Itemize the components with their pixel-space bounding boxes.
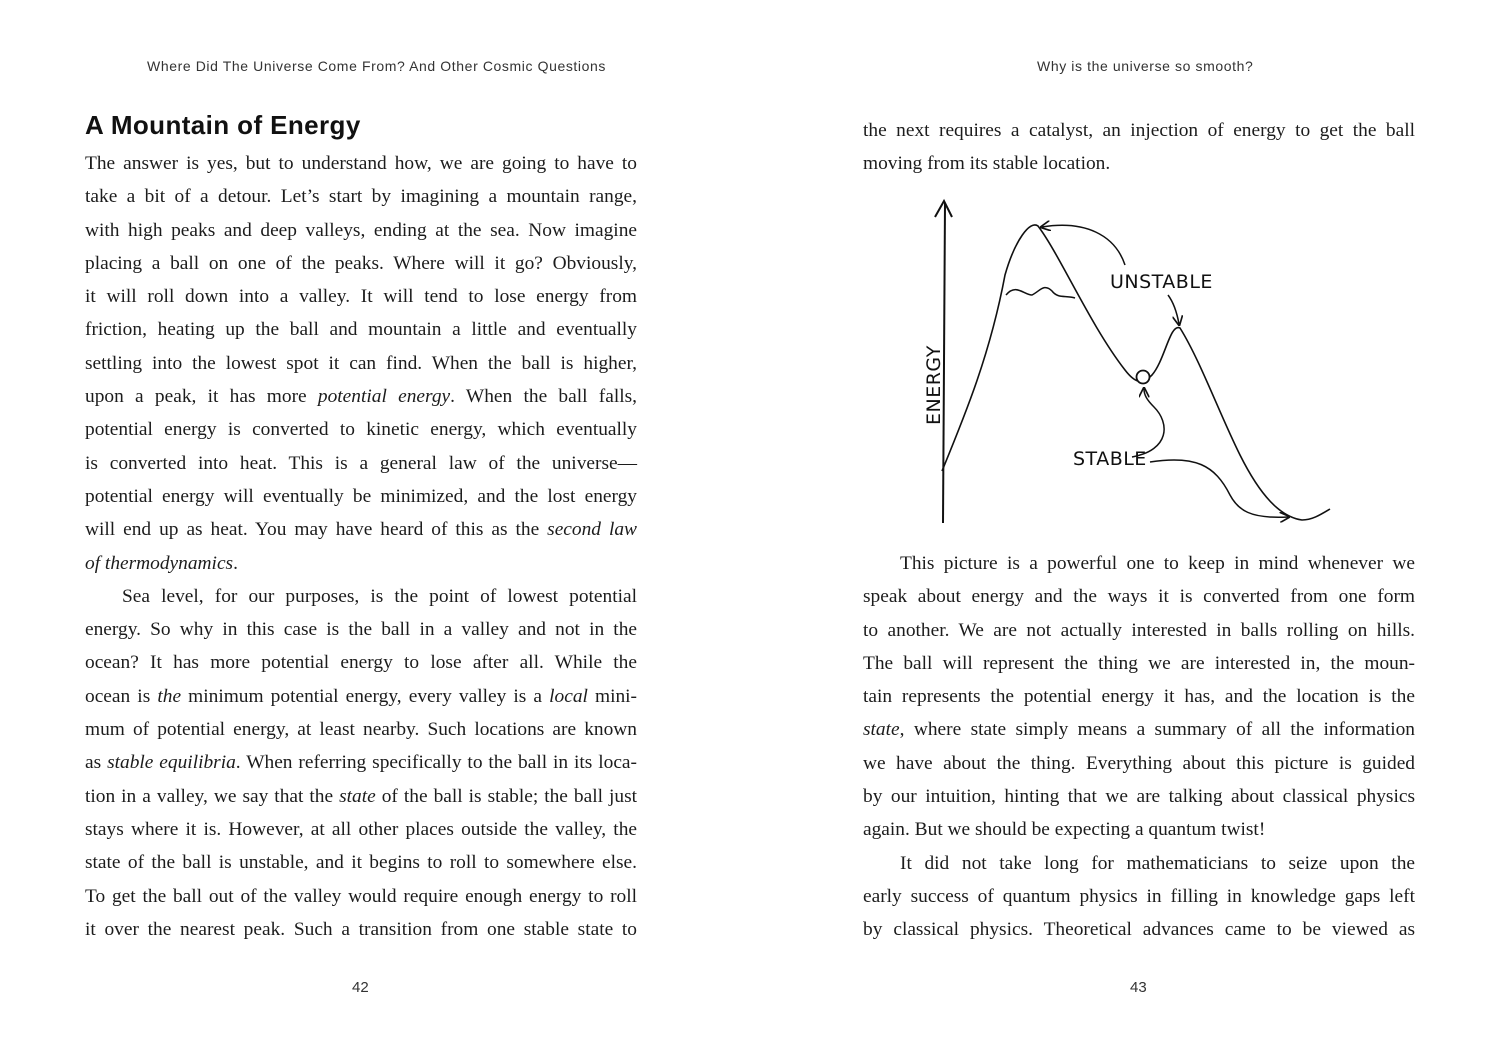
text-line — [85, 347, 637, 380]
energy-axis-label: ENERGY — [923, 345, 945, 425]
text-run: speak about energy and the ways it is converted from one form — [863, 586, 1415, 608]
text-run: we have about the thing. Everything about this picture is guided — [863, 752, 1415, 774]
text-run: minimum potential energy, every valley is a — [181, 685, 550, 707]
text-run: tain represents the potential energy it has, and the location is the — [863, 686, 1415, 708]
text-run: . When referring specifically to the ball in its loca- — [235, 752, 637, 774]
text-line — [863, 147, 1415, 180]
text-run: with high peaks and deep valleys, ending at the sea. Now imagine — [85, 219, 637, 241]
text-run: by our intuition, hinting that we are talking about classical physics — [863, 786, 1415, 808]
text-line — [85, 280, 637, 313]
text-line — [863, 680, 1415, 713]
text-line — [85, 646, 637, 679]
text-run: To get the ball out of the valley would require enough energy to roll — [85, 885, 637, 907]
text-run: upon a peak, it has more — [85, 386, 318, 408]
text-run: placing a ball on one of the peaks. Where will it go? Obviously, — [85, 252, 637, 274]
italic-phrase: the — [157, 685, 182, 707]
summit-ripple — [1006, 288, 1075, 298]
text-line — [85, 480, 637, 513]
text-run: The answer is yes, but to understand how, we are going to have to — [85, 153, 637, 174]
text-run: of the ball is stable; the ball just — [375, 785, 638, 807]
unstable-arrow-to-second-peak — [1168, 295, 1179, 324]
italic-phrase: state — [339, 785, 376, 807]
text-run: potential energy will eventually be minimized, and the lost energy — [85, 485, 637, 507]
text-run: early success of quantum physics in filling in knowledge gaps left — [863, 885, 1415, 907]
right-page — [750, 0, 1500, 1050]
page-number-left: 42 — [352, 979, 369, 996]
text-run: The ball will represent the thing we are interested in, the moun- — [863, 652, 1415, 674]
text-run: Sea level, for our purposes, is the point of lowest potential — [122, 585, 637, 607]
text-run: moving from its stable location. — [863, 153, 1111, 175]
text-line — [85, 380, 637, 413]
energy-axis-arrowhead — [935, 201, 952, 217]
unstable-label: UNSTABLE — [1110, 271, 1213, 293]
text-run: state of the ball is unstable, and it begins to roll to somewhere else. — [85, 852, 637, 874]
body-text-right-top — [863, 114, 1415, 181]
text-run: to another. We are not actually interested in balls rolling on hills. — [863, 619, 1415, 641]
page-number-right: 43 — [1130, 979, 1147, 996]
italic-phrase: of thermodynamics — [85, 552, 234, 574]
text-line — [863, 114, 1415, 147]
energy-landscape-figure — [920, 195, 1360, 535]
text-line — [85, 880, 637, 913]
text-line — [863, 647, 1415, 680]
text-line — [85, 180, 637, 213]
text-line — [863, 880, 1415, 913]
stable-arrow-to-ball — [1132, 389, 1164, 457]
text-line — [863, 747, 1415, 780]
text-line — [863, 780, 1415, 813]
italic-phrase: second law — [547, 519, 637, 541]
body-text-right-bottom — [863, 547, 1415, 947]
text-line — [85, 780, 637, 813]
text-run: . — [233, 552, 238, 574]
text-line — [85, 580, 637, 613]
text-line — [85, 147, 637, 180]
text-run: it over the nearest peak. Such a transition from one stable state to — [85, 918, 637, 940]
text-run: as — [85, 752, 108, 774]
text-line — [863, 913, 1415, 946]
text-run: stays where it is. However, at all other places outside the valley, the — [85, 818, 637, 840]
text-run: friction, heating up the ball and mountain a little and eventually — [85, 319, 637, 341]
text-line — [863, 713, 1415, 746]
text-line — [863, 614, 1415, 647]
text-run: energy. So why in this case is the ball in a valley and not in the — [85, 619, 637, 641]
italic-phrase: local — [549, 685, 588, 707]
unstable-arrow-to-summit — [1042, 225, 1125, 265]
text-line — [863, 580, 1415, 613]
text-run: will end up as heat. You may have heard of this as the — [85, 519, 548, 541]
text-line — [85, 613, 637, 646]
text-run: it will roll down into a valley. It will tend to lose energy from — [85, 286, 637, 308]
text-run: This picture is a powerful one to keep in mind whenever we — [900, 553, 1415, 574]
energy-curve — [942, 225, 1330, 520]
text-run: settling into the lowest spot it can find. When the ball is higher, — [85, 352, 637, 374]
running-head-left: Where Did The Universe Come From? And Other Cosmic Questions — [147, 58, 607, 74]
text-run: , where state simply means a summary of all the information — [899, 719, 1415, 741]
text-run: potential energy is converted to kinetic energy, which eventually — [85, 419, 637, 441]
text-line — [863, 813, 1415, 846]
text-line — [85, 313, 637, 346]
italic-phrase: stable equilibria — [107, 752, 236, 774]
text-line — [85, 846, 637, 879]
running-head-right: Why is the universe so smooth? — [1037, 58, 1254, 74]
text-run: tion in a valley, we say that the — [85, 785, 340, 807]
text-line — [85, 680, 637, 713]
text-line — [85, 547, 637, 580]
text-run: ocean is — [85, 685, 158, 707]
text-run: . When the ball falls, — [450, 386, 638, 408]
section-title: A Mountain of Energy — [85, 110, 361, 140]
text-line — [85, 214, 637, 247]
text-line — [85, 447, 637, 480]
text-line — [85, 713, 637, 746]
text-line — [863, 547, 1415, 580]
text-line — [85, 746, 637, 779]
text-line — [85, 913, 637, 946]
text-line — [85, 513, 637, 546]
text-line — [85, 247, 637, 280]
energy-landscape-drawing — [920, 195, 1360, 535]
text-run: mini- — [587, 685, 638, 707]
text-run: again. But we should be expecting a quantum twist! — [863, 819, 1266, 841]
text-line — [85, 413, 637, 446]
text-run: take a bit of a detour. Let’s start by imagining a mountain range, — [85, 186, 637, 208]
text-run: mum of potential energy, at least nearby. Such locations are known — [85, 719, 637, 741]
text-line — [85, 813, 637, 846]
stable-label: STABLE — [1073, 448, 1147, 470]
stable-arrow-to-sea — [1150, 460, 1288, 517]
text-run: by classical physics. Theoretical advances came to be viewed as — [863, 919, 1415, 941]
text-line — [863, 847, 1415, 880]
text-run: is converted into heat. This is a general law of the universe— — [85, 452, 637, 474]
italic-phrase: potential energy — [317, 386, 451, 408]
body-text-left — [85, 147, 637, 946]
text-run: the next requires a catalyst, an injection of energy to get the ball — [863, 120, 1415, 141]
ball — [1137, 371, 1150, 384]
text-run: ocean? It has more potential energy to lose after all. While the — [85, 652, 637, 674]
italic-phrase: state — [863, 719, 900, 741]
text-run: It did not take long for mathematicians to seize upon the — [900, 852, 1415, 874]
